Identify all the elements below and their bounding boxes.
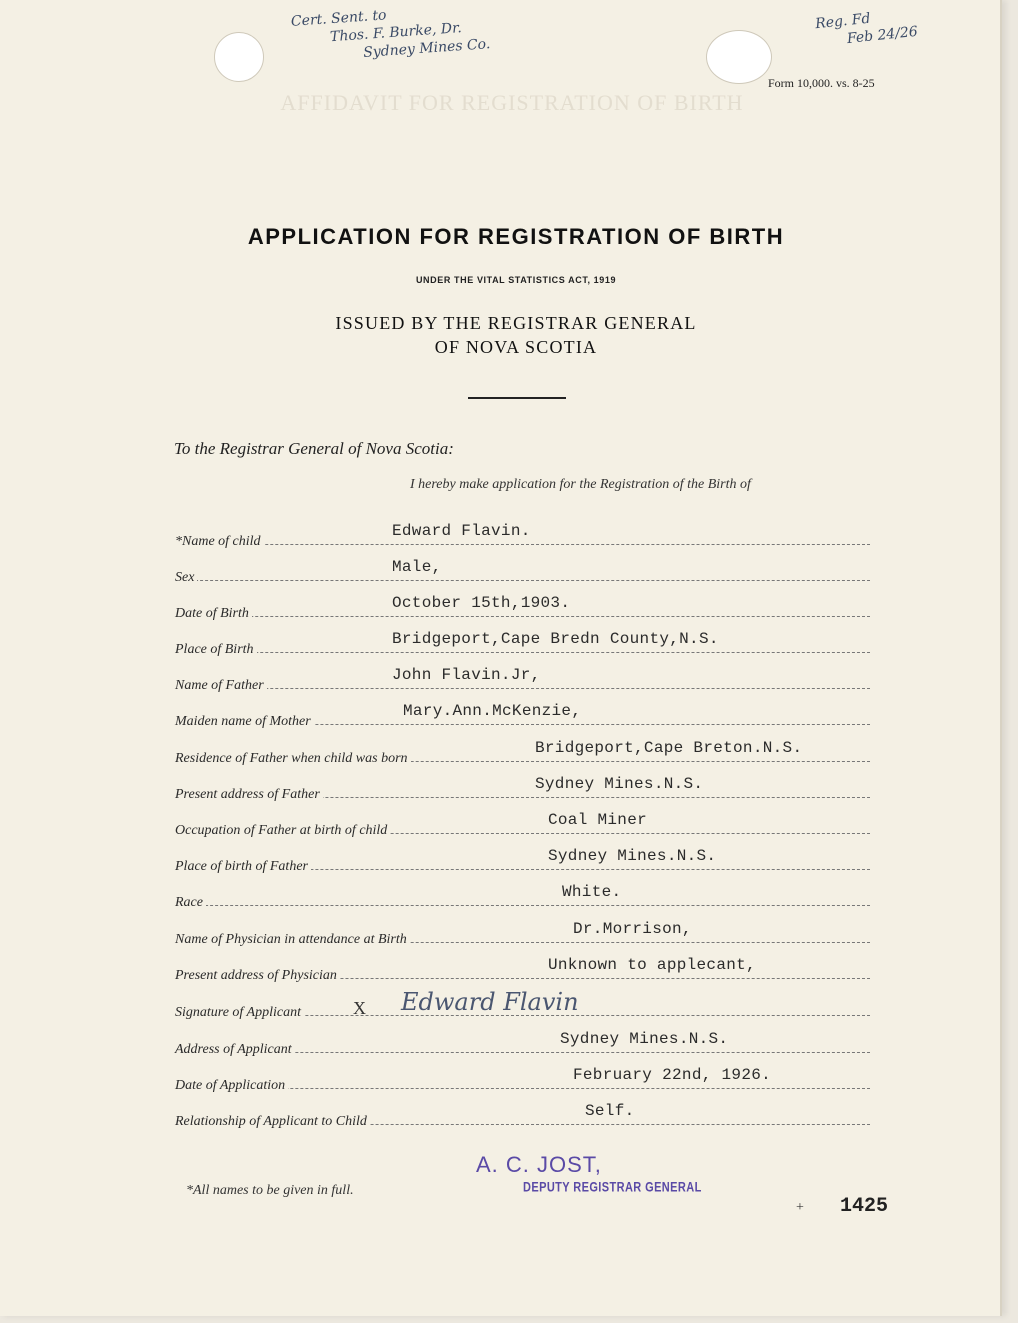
field-place-of-birth xyxy=(175,628,870,658)
field-place-of-birth-of-father xyxy=(175,845,870,875)
field-label: Name of Physician in attendance at Birth xyxy=(175,932,410,948)
addressee: To the Registrar General of Nova Scotia: xyxy=(174,439,454,458)
field-label: *Name of child xyxy=(175,534,264,550)
field-race xyxy=(175,881,870,911)
field-label: Residence of Father when child was born xyxy=(175,751,411,767)
field-label: Address of Applicant xyxy=(175,1042,295,1058)
intro-statement: I hereby make application for the Registration of the Birth of xyxy=(410,477,751,492)
field-address-of-physician xyxy=(175,954,870,984)
field-value: Edward Flavin. xyxy=(392,522,531,540)
ghost-text: AFFIDAVIT FOR REGISTRATION OF BIRTH xyxy=(280,90,744,115)
field-name-of-physician xyxy=(175,918,870,948)
note-line-2: Thos. F. Burke, Dr. xyxy=(329,20,463,46)
page-title: APPLICATION FOR REGISTRATION OF BIRTH xyxy=(247,224,785,249)
field-value: Male, xyxy=(392,558,442,576)
field-label: Place of Birth xyxy=(175,642,257,658)
field-value: Coal Miner xyxy=(548,811,648,829)
document-number: 1425 xyxy=(840,1195,889,1218)
field-value: February 22nd, 1926. xyxy=(573,1066,772,1084)
field-value: Unknown to applecant, xyxy=(548,956,756,974)
field-value: Sydney Mines.N.S. xyxy=(560,1030,729,1048)
field-label: Occupation of Father at birth of child xyxy=(175,823,390,839)
act-subtitle: UNDER THE VITAL STATISTICS ACT, 1919 xyxy=(415,275,617,285)
note-right-line-2: Feb 24/26 xyxy=(846,23,919,48)
field-label: Date of Birth xyxy=(175,606,252,622)
field-date-of-application xyxy=(175,1064,870,1094)
field-value: Bridgeport,Cape Breton.N.S. xyxy=(535,739,803,757)
field-sex xyxy=(175,556,870,586)
field-label: Maiden name of Mother xyxy=(175,714,314,730)
field-value: Sydney Mines.N.S. xyxy=(535,775,704,793)
applicant-mark: X xyxy=(353,998,366,1018)
field-residence-of-father xyxy=(175,737,870,767)
note-line-1: Cert. Sent. to xyxy=(290,7,388,30)
field-value: Self. xyxy=(585,1102,635,1120)
field-value: White. xyxy=(562,883,622,901)
field-value: Sydney Mines.N.S. xyxy=(548,847,717,865)
field-label: Place of birth of Father xyxy=(175,859,311,875)
field-value: October 15th,1903. xyxy=(392,594,571,612)
field-occupation-of-father xyxy=(175,809,870,839)
field-relationship-of-applicant xyxy=(175,1100,870,1130)
field-label: Signature of Applicant xyxy=(175,1005,304,1021)
issuer-line-2: OF NOVA SCOTIA xyxy=(434,337,598,357)
note-line-3: Sydney Mines Co. xyxy=(362,36,491,61)
field-maiden-name-of-mother xyxy=(175,700,870,730)
document-number-mark: + xyxy=(796,1200,804,1215)
field-label: Name of Father xyxy=(175,678,267,694)
field-name-of-child xyxy=(175,520,870,550)
field-label: Relationship of Applicant to Child xyxy=(175,1114,370,1130)
field-address-of-applicant xyxy=(175,1028,870,1058)
field-name-of-father xyxy=(175,664,870,694)
field-date-of-birth xyxy=(175,592,870,622)
applicant-signature: Edward Flavin xyxy=(401,988,579,1016)
field-label: Sex xyxy=(175,570,197,586)
form-code: Form 10,000. vs. 8-25 xyxy=(768,76,875,90)
field-label: Present address of Father xyxy=(175,787,323,803)
field-value: Dr.Morrison, xyxy=(573,920,692,938)
registrar-stamp-name: A. C. JOST, xyxy=(476,1152,602,1177)
field-label: Date of Application xyxy=(175,1078,288,1094)
field-label: Present address of Physician xyxy=(175,968,340,984)
registrar-stamp-title: DEPUTY REGISTRAR GENERAL xyxy=(523,1180,702,1195)
field-label: Race xyxy=(175,895,206,911)
field-present-address-of-father xyxy=(175,773,870,803)
field-value: Bridgeport,Cape Bredn County,N.S. xyxy=(392,630,719,648)
note-right-line-1: Reg. Fd xyxy=(814,10,872,33)
issuer-line-1: ISSUED BY THE REGISTRAR GENERAL xyxy=(335,313,697,333)
field-signature-of-applicant xyxy=(175,988,870,1021)
field-value: Mary.Ann.McKenzie, xyxy=(403,702,582,720)
footnote: *All names to be given in full. xyxy=(186,1183,354,1198)
field-value: John Flavin.Jr, xyxy=(392,666,541,684)
